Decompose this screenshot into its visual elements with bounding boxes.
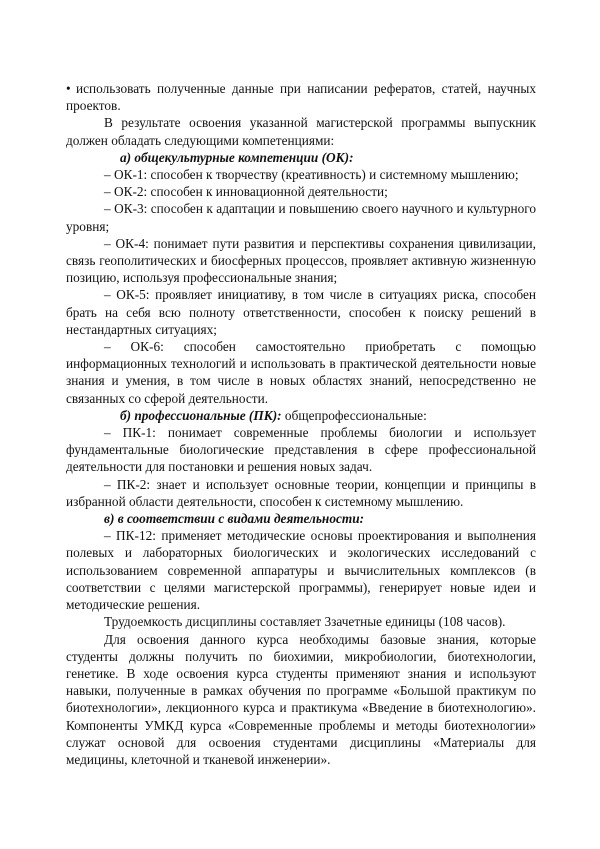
intro-paragraph: В результате освоения указанной магистерской программы выпускник должен обладать следующими компетенциями:	[66, 115, 536, 148]
labor-intensity-paragraph: Трудоемкость дисциплины составляет 3зачетные единицы (108 часов).	[104, 614, 506, 630]
bullet-icon: •	[66, 81, 71, 96]
pk-12-item: – ПК-12: применяет методические основы проектирования и выполнения полевых и лабораторных биологических и экологических исследований с использованием современной аппаратуры и вычислительных комплексов (в соответствии с целями магистерской программы), генерирует новые идеи и методические решения.	[66, 528, 536, 613]
pk-2-item: – ПК-2: знает и использует основные теории, концепции и принципы в избранной области деятельности, способен к системному мышлению.	[66, 476, 536, 509]
ok-6-item: – ОК-6: способен самостоятельно приобретать с помощью информационных технологий и использовать в практической деятельности новые знания и умения, в том числе в новых областях знаний, непосредственно не связанных со сферой деятельности.	[66, 339, 536, 406]
prerequisites-paragraph: Для освоения данного курса необходимы базовые знания, которые студенты должны получить по биохимии, микробиологии, биотехнологии, генетике. В ходе освоения курса студенты применяют знания и используют навыки, полученные в рамках обучения по программе «Большой практикум по биотехнологии», лекционного курса и практикума «Введение в биотехнологию». Компоненты УМКД курса «Современные проблемы и методы биотехнологии» служат основой для освоения студентами дисциплины «Материалы для медицины, клеточной и тканевой инженерии».	[66, 631, 536, 767]
bullet-item	[66, 80, 536, 114]
ok-5-item: – ОК-5: проявляет инициативу, в том числе в ситуациях риска, способен брать на себя всю полноту ответственности, способен к поиску решений в нестандартных ситуациях;	[66, 287, 536, 337]
ok-1-item: – ОК-1: способен к творчеству (креативность) и системному мышлению;	[104, 167, 519, 183]
ok-2-item: – ОК-2: способен к инновационной деятельности;	[104, 184, 388, 200]
pk-1-item: – ПК-1: понимает современные проблемы биологии и использует фундаментальные биологические представления в сфере профессиональной деятельности для постановки и решения новых задач.	[66, 425, 536, 475]
section-c-heading: в) в соответствии с видами деятельности:	[104, 511, 365, 527]
ok-4-item: – ОК-4: понимает пути развития и перспективы сохранения цивилизации, связь геополитических и биосферных процессов, проявляет активную жизненную позицию, используя профессиональные знания;	[66, 235, 536, 286]
section-a-heading: а) общекультурные компетенции (ОК):	[120, 149, 354, 165]
section-b-heading-tail: общепрофессиональные:	[281, 407, 427, 423]
section-b-heading: б) профессиональные (ПК):	[120, 407, 282, 423]
ok-3-item: – ОК-3: способен к адаптации и повышению своего научного и культурного уровня;	[66, 201, 536, 234]
bullet-text: использовать полученные данные при написании рефератов, статей, научных проектов.	[66, 81, 536, 114]
section-b-heading-line	[66, 407, 536, 424]
